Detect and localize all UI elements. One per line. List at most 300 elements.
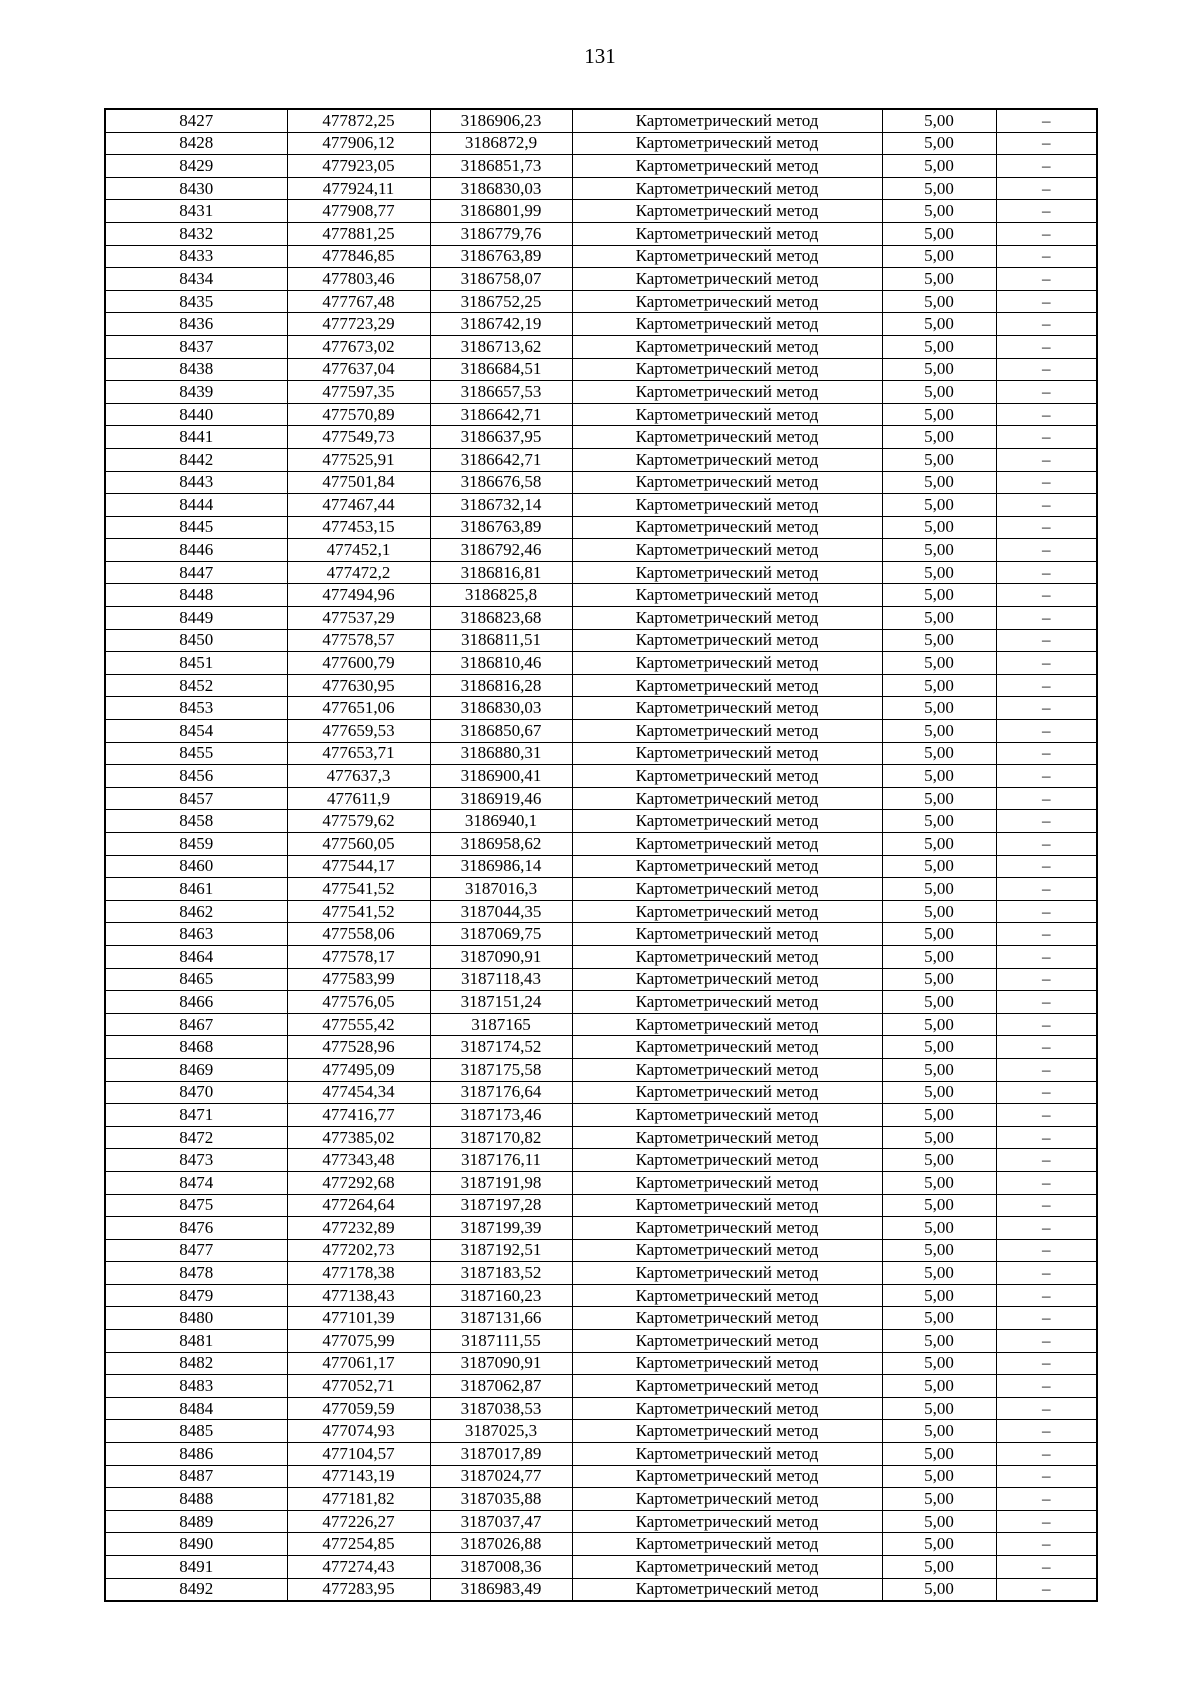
table-row [105,290,1097,313]
page-number: 131 [584,44,616,68]
cell-x: 477104,57 [287,1443,430,1466]
cell-y: 3187160,23 [430,1284,572,1307]
cell-x: 477138,43 [287,1284,430,1307]
cell-x: 477560,05 [287,833,430,856]
cell-x: 477653,71 [287,742,430,765]
table-row [105,1036,1097,1059]
table-row [105,1397,1097,1420]
cell-error: 5,00 [882,697,996,720]
cell-x: 477385,02 [287,1126,430,1149]
cell-y: 3186851,73 [430,155,572,178]
cell-method: Картометрический метод [572,1375,882,1398]
cell-method: Картометрический метод [572,313,882,336]
cell-method: Картометрический метод [572,1171,882,1194]
cell-error: 5,00 [882,1081,996,1104]
cell-note: – [996,561,1097,584]
cell-note: – [996,471,1097,494]
table-row [105,900,1097,923]
cell-note: – [996,1239,1097,1262]
cell-y: 3186713,62 [430,335,572,358]
cell-error: 5,00 [882,1556,996,1579]
cell-y: 3186752,25 [430,290,572,313]
table-row [105,833,1097,856]
cell-point: 8455 [105,742,287,765]
cell-method: Картометрический метод [572,652,882,675]
table-row [105,132,1097,155]
cell-x: 477630,95 [287,674,430,697]
cell-note: – [996,1352,1097,1375]
cell-x: 477232,89 [287,1217,430,1240]
cell-method: Картометрический метод [572,991,882,1014]
cell-x: 477274,43 [287,1556,430,1579]
cell-method: Картометрический метод [572,833,882,856]
cell-note: – [996,945,1097,968]
cell-point: 8456 [105,765,287,788]
cell-error: 5,00 [882,539,996,562]
cell-point: 8439 [105,381,287,404]
cell-error: 5,00 [882,1488,996,1511]
cell-note: – [996,1284,1097,1307]
table-row [105,1126,1097,1149]
cell-x: 477579,62 [287,810,430,833]
cell-y: 3187062,87 [430,1375,572,1398]
cell-point: 8485 [105,1420,287,1443]
cell-error: 5,00 [882,109,996,132]
cell-error: 5,00 [882,1307,996,1330]
table-row [105,200,1097,223]
cell-y: 3187192,51 [430,1239,572,1262]
cell-x: 477908,77 [287,200,430,223]
cell-error: 5,00 [882,1013,996,1036]
cell-x: 477597,35 [287,381,430,404]
cell-method: Картометрический метод [572,697,882,720]
table-row [105,245,1097,268]
cell-error: 5,00 [882,268,996,291]
cell-note: – [996,742,1097,765]
cell-point: 8460 [105,855,287,878]
cell-point: 8454 [105,720,287,743]
cell-error: 5,00 [882,1284,996,1307]
cell-note: – [996,652,1097,675]
table-row [105,945,1097,968]
cell-method: Картометрический метод [572,155,882,178]
cell-point: 8448 [105,584,287,607]
cell-error: 5,00 [882,177,996,200]
cell-error: 5,00 [882,200,996,223]
cell-point: 8479 [105,1284,287,1307]
cell-method: Картометрический метод [572,1262,882,1285]
cell-y: 3186825,8 [430,584,572,607]
cell-point: 8469 [105,1058,287,1081]
cell-x: 477178,38 [287,1262,430,1285]
cell-method: Картометрический метод [572,245,882,268]
cell-method: Картометрический метод [572,1284,882,1307]
cell-point: 8481 [105,1330,287,1353]
table-row [105,1171,1097,1194]
table-row [105,1262,1097,1285]
cell-x: 477059,59 [287,1397,430,1420]
table-row [105,787,1097,810]
cell-method: Картометрический метод [572,1058,882,1081]
cell-method: Картометрический метод [572,494,882,517]
table-row [105,381,1097,404]
cell-y: 3186801,99 [430,200,572,223]
cell-method: Картометрический метод [572,1443,882,1466]
coordinates-table [104,108,1098,1602]
cell-method: Картометрический метод [572,810,882,833]
cell-error: 5,00 [882,1578,996,1601]
table-row [105,1058,1097,1081]
cell-point: 8457 [105,787,287,810]
cell-method: Картометрический метод [572,607,882,630]
cell-error: 5,00 [882,358,996,381]
cell-point: 8466 [105,991,287,1014]
cell-point: 8444 [105,494,287,517]
table-row [105,968,1097,991]
cell-method: Картометрический метод [572,1556,882,1579]
cell-method: Картометрический метод [572,1149,882,1172]
cell-error: 5,00 [882,629,996,652]
cell-x: 477637,3 [287,765,430,788]
cell-error: 5,00 [882,1262,996,1285]
cell-note: – [996,1217,1097,1240]
cell-method: Картометрический метод [572,1352,882,1375]
cell-y: 3187175,58 [430,1058,572,1081]
cell-y: 3186919,46 [430,787,572,810]
cell-x: 477923,05 [287,155,430,178]
table-row [105,697,1097,720]
table-row [105,607,1097,630]
cell-point: 8491 [105,1556,287,1579]
cell-point: 8476 [105,1217,287,1240]
cell-y: 3186676,58 [430,471,572,494]
cell-point: 8478 [105,1262,287,1285]
cell-error: 5,00 [882,1443,996,1466]
cell-method: Картометрический метод [572,900,882,923]
cell-y: 3187118,43 [430,968,572,991]
cell-y: 3187131,66 [430,1307,572,1330]
cell-y: 3187173,46 [430,1104,572,1127]
cell-note: – [996,403,1097,426]
cell-y: 3186642,71 [430,448,572,471]
cell-note: – [996,335,1097,358]
table-row [105,1420,1097,1443]
cell-note: – [996,155,1097,178]
cell-error: 5,00 [882,1058,996,1081]
cell-x: 477181,82 [287,1488,430,1511]
cell-point: 8437 [105,335,287,358]
cell-x: 477570,89 [287,403,430,426]
cell-x: 477924,11 [287,177,430,200]
cell-method: Картометрический метод [572,471,882,494]
cell-x: 477453,15 [287,516,430,539]
cell-y: 3186986,14 [430,855,572,878]
cell-point: 8461 [105,878,287,901]
table-row [105,1488,1097,1511]
cell-x: 477501,84 [287,471,430,494]
coordinates-table-body [105,109,1097,1601]
cell-y: 3186823,68 [430,607,572,630]
cell-method: Картометрический метод [572,403,882,426]
cell-note: – [996,787,1097,810]
cell-note: – [996,1397,1097,1420]
cell-error: 5,00 [882,991,996,1014]
cell-point: 8450 [105,629,287,652]
cell-note: – [996,426,1097,449]
cell-x: 477075,99 [287,1330,430,1353]
cell-error: 5,00 [882,607,996,630]
table-row [105,720,1097,743]
cell-x: 477143,19 [287,1465,430,1488]
cell-point: 8484 [105,1397,287,1420]
cell-x: 477555,42 [287,1013,430,1036]
table-row [105,1465,1097,1488]
cell-y: 3186958,62 [430,833,572,856]
cell-point: 8442 [105,448,287,471]
cell-y: 3187017,89 [430,1443,572,1466]
table-row [105,448,1097,471]
cell-method: Картометрический метод [572,561,882,584]
cell-x: 477906,12 [287,132,430,155]
cell-x: 477467,44 [287,494,430,517]
cell-y: 3187176,11 [430,1149,572,1172]
cell-y: 3186880,31 [430,742,572,765]
cell-point: 8468 [105,1036,287,1059]
cell-note: – [996,584,1097,607]
cell-error: 5,00 [882,222,996,245]
cell-note: – [996,1262,1097,1285]
cell-point: 8471 [105,1104,287,1127]
table-row [105,742,1097,765]
cell-y: 3187008,36 [430,1556,572,1579]
cell-point: 8441 [105,426,287,449]
cell-point: 8427 [105,109,287,132]
cell-point: 8452 [105,674,287,697]
cell-error: 5,00 [882,1510,996,1533]
cell-error: 5,00 [882,833,996,856]
cell-point: 8446 [105,539,287,562]
cell-x: 477576,05 [287,991,430,1014]
cell-point: 8492 [105,1578,287,1601]
cell-point: 8464 [105,945,287,968]
cell-error: 5,00 [882,900,996,923]
cell-note: – [996,1533,1097,1556]
cell-note: – [996,991,1097,1014]
cell-y: 3187176,64 [430,1081,572,1104]
cell-point: 8443 [105,471,287,494]
table-row [105,1149,1097,1172]
table-row [105,335,1097,358]
cell-error: 5,00 [882,516,996,539]
cell-y: 3186637,95 [430,426,572,449]
cell-error: 5,00 [882,426,996,449]
cell-y: 3187197,28 [430,1194,572,1217]
cell-method: Картометрический метод [572,1081,882,1104]
cell-method: Картометрический метод [572,516,882,539]
cell-note: – [996,494,1097,517]
table-row [105,991,1097,1014]
cell-x: 477494,96 [287,584,430,607]
table-row [105,923,1097,946]
cell-error: 5,00 [882,381,996,404]
cell-method: Картометрический метод [572,855,882,878]
cell-point: 8438 [105,358,287,381]
cell-point: 8428 [105,132,287,155]
table-row [105,561,1097,584]
cell-method: Картометрический метод [572,448,882,471]
cell-y: 3187170,82 [430,1126,572,1149]
cell-method: Картометрический метод [572,1420,882,1443]
table-row [105,494,1097,517]
cell-error: 5,00 [882,494,996,517]
cell-x: 477452,1 [287,539,430,562]
cell-point: 8487 [105,1465,287,1488]
cell-point: 8429 [105,155,287,178]
cell-error: 5,00 [882,335,996,358]
cell-x: 477578,57 [287,629,430,652]
cell-x: 477541,52 [287,900,430,923]
table-row [105,222,1097,245]
cell-note: – [996,1194,1097,1217]
cell-error: 5,00 [882,403,996,426]
cell-point: 8482 [105,1352,287,1375]
cell-error: 5,00 [882,1465,996,1488]
cell-y: 3187090,91 [430,945,572,968]
cell-x: 477454,34 [287,1081,430,1104]
cell-method: Картометрический метод [572,1013,882,1036]
cell-x: 477292,68 [287,1171,430,1194]
table-row [105,1217,1097,1240]
cell-error: 5,00 [882,1036,996,1059]
cell-note: – [996,358,1097,381]
cell-point: 8483 [105,1375,287,1398]
cell-error: 5,00 [882,1194,996,1217]
cell-y: 3186792,46 [430,539,572,562]
cell-y: 3187025,3 [430,1420,572,1443]
cell-note: – [996,268,1097,291]
cell-method: Картометрический метод [572,584,882,607]
cell-x: 477600,79 [287,652,430,675]
cell-x: 477283,95 [287,1578,430,1601]
cell-point: 8465 [105,968,287,991]
cell-point: 8435 [105,290,287,313]
table-row [105,1194,1097,1217]
cell-error: 5,00 [882,1397,996,1420]
cell-point: 8490 [105,1533,287,1556]
cell-y: 3186983,49 [430,1578,572,1601]
cell-method: Картометрический метод [572,1239,882,1262]
cell-x: 477541,52 [287,878,430,901]
table-row [105,1307,1097,1330]
cell-note: – [996,1058,1097,1081]
cell-y: 3186684,51 [430,358,572,381]
cell-x: 477549,73 [287,426,430,449]
cell-method: Картометрический метод [572,426,882,449]
cell-x: 477544,17 [287,855,430,878]
cell-method: Картометрический метод [572,1488,882,1511]
cell-error: 5,00 [882,855,996,878]
cell-method: Картометрический метод [572,968,882,991]
table-row [105,652,1097,675]
cell-y: 3187183,52 [430,1262,572,1285]
cell-y: 3186830,03 [430,697,572,720]
cell-error: 5,00 [882,245,996,268]
cell-y: 3186850,67 [430,720,572,743]
cell-error: 5,00 [882,448,996,471]
cell-method: Картометрический метод [572,132,882,155]
cell-note: – [996,1013,1097,1036]
cell-note: – [996,381,1097,404]
cell-error: 5,00 [882,1171,996,1194]
cell-note: – [996,1375,1097,1398]
cell-method: Картометрический метод [572,1307,882,1330]
cell-method: Картометрический метод [572,1330,882,1353]
cell-note: – [996,1036,1097,1059]
table-row [105,426,1097,449]
cell-point: 8472 [105,1126,287,1149]
cell-y: 3186811,51 [430,629,572,652]
cell-method: Картометрический метод [572,720,882,743]
cell-error: 5,00 [882,968,996,991]
cell-y: 3186940,1 [430,810,572,833]
cell-method: Картометрический метод [572,1036,882,1059]
cell-point: 8431 [105,200,287,223]
cell-method: Картометрический метод [572,290,882,313]
cell-y: 3187191,98 [430,1171,572,1194]
cell-point: 8434 [105,268,287,291]
cell-point: 8440 [105,403,287,426]
table-row [105,403,1097,426]
cell-method: Картометрический метод [572,1578,882,1601]
cell-error: 5,00 [882,561,996,584]
cell-error: 5,00 [882,674,996,697]
cell-error: 5,00 [882,720,996,743]
cell-x: 477254,85 [287,1533,430,1556]
cell-error: 5,00 [882,1104,996,1127]
cell-x: 477528,96 [287,1036,430,1059]
cell-point: 8433 [105,245,287,268]
cell-y: 3187165 [430,1013,572,1036]
cell-error: 5,00 [882,787,996,810]
cell-y: 3187069,75 [430,923,572,946]
cell-error: 5,00 [882,810,996,833]
table-row [105,1510,1097,1533]
cell-method: Картометрический метод [572,222,882,245]
cell-method: Картометрический метод [572,1510,882,1533]
cell-note: – [996,1330,1097,1353]
cell-note: – [996,923,1097,946]
cell-error: 5,00 [882,652,996,675]
cell-point: 8459 [105,833,287,856]
table-row [105,1443,1097,1466]
cell-method: Картометрический метод [572,358,882,381]
cell-y: 3186642,71 [430,403,572,426]
cell-note: – [996,245,1097,268]
table-row [105,1104,1097,1127]
cell-method: Картометрический метод [572,1104,882,1127]
cell-note: – [996,539,1097,562]
cell-method: Картометрический метод [572,268,882,291]
cell-point: 8436 [105,313,287,336]
cell-x: 477101,39 [287,1307,430,1330]
cell-note: – [996,290,1097,313]
cell-y: 3187037,47 [430,1510,572,1533]
cell-method: Картометрический метод [572,1397,882,1420]
cell-note: – [996,1126,1097,1149]
cell-point: 8475 [105,1194,287,1217]
cell-x: 477074,93 [287,1420,430,1443]
cell-note: – [996,810,1097,833]
